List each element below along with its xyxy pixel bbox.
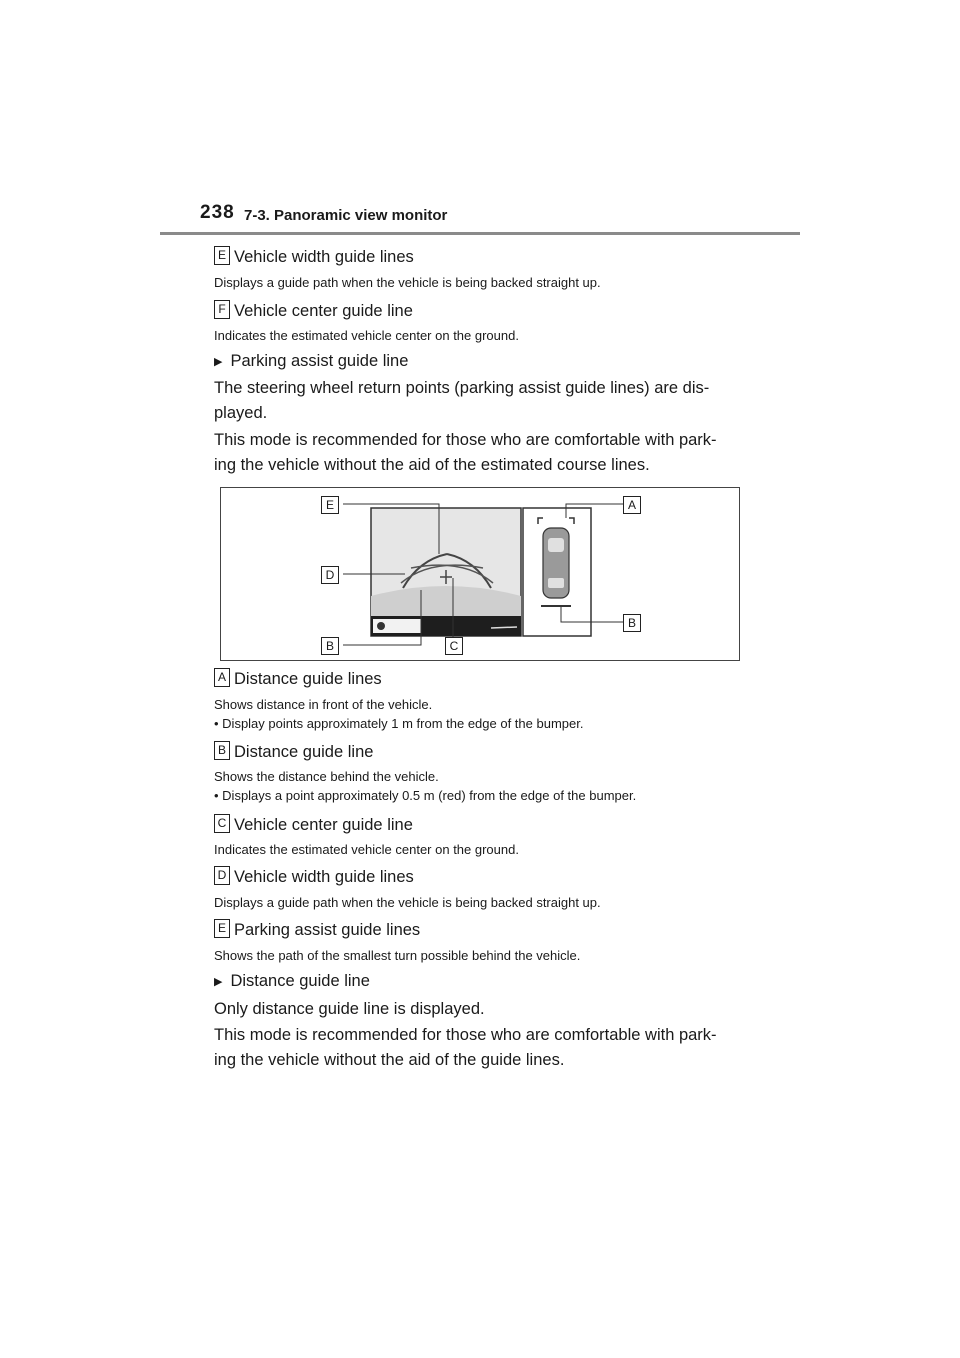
- triangle-bullet-icon: ▶: [214, 976, 223, 988]
- mode1-paragraph-2: [214, 428, 754, 478]
- tag-label: D: [214, 866, 230, 885]
- item-a-distance-lines: [214, 670, 382, 689]
- paragraph-line: played.: [214, 404, 268, 422]
- tag-label: F: [214, 300, 230, 319]
- item-title: Vehicle width guide lines: [234, 248, 414, 266]
- rear-window: [548, 578, 564, 588]
- item-description: Indicates the estimated vehicle center on the ground.: [214, 328, 519, 343]
- item-title: Vehicle center guide line: [234, 816, 413, 834]
- callout-d: D: [321, 566, 339, 584]
- mode-heading-parking-assist: [214, 352, 408, 371]
- header-divider: [160, 232, 800, 235]
- callout-e: E: [321, 496, 339, 514]
- item-b-distance-line: [214, 743, 373, 762]
- paragraph-line: Only distance guide line is displayed.: [214, 1000, 485, 1018]
- paragraph-line: This mode is recommended for those who are comfortable with park-: [214, 431, 717, 449]
- item-title: Parking assist guide lines: [234, 921, 421, 939]
- guide-lines-figure: [220, 487, 740, 661]
- tag-label: C: [214, 814, 230, 833]
- mode1-paragraph-1: [214, 376, 754, 426]
- tag-label: B: [214, 741, 230, 760]
- item-title: Distance guide line: [234, 743, 374, 761]
- triangle-bullet-icon: ▶: [214, 356, 223, 368]
- item-description: Displays a guide path when the vehicle is being backed straight up.: [214, 895, 601, 910]
- windshield: [548, 538, 564, 552]
- section-title: 7-3. Panoramic view monitor: [244, 207, 448, 224]
- callout-b-left: B: [321, 637, 339, 655]
- monitor-illustration: [221, 488, 741, 662]
- item-description: Shows distance in front of the vehicle.: [214, 697, 433, 712]
- tag-label: E: [214, 246, 230, 265]
- item-title: Distance guide lines: [234, 670, 382, 688]
- item-description: Indicates the estimated vehicle center on the ground.: [214, 842, 519, 857]
- paragraph-line: This mode is recommended for those who are comfortable with park-: [214, 1026, 717, 1044]
- bar-line: [491, 627, 517, 628]
- item-title: Vehicle center guide line: [234, 302, 413, 320]
- paragraph-line: ing the vehicle without the aid of the guide lines.: [214, 1051, 565, 1069]
- mode-heading-distance-guide: [214, 972, 370, 991]
- item-d-width-lines: [214, 868, 414, 887]
- item-e-vehicle-width: [214, 248, 414, 267]
- callout-c: C: [445, 637, 463, 655]
- paragraph-line: ing the vehicle without the aid of the estimated course lines.: [214, 456, 650, 474]
- callout-a: A: [623, 496, 641, 514]
- item-bullet: • Display points approximately 1 m from the edge of the bumper.: [214, 716, 584, 731]
- tag-label: E: [214, 919, 230, 938]
- mode2-paragraph-2: [214, 1023, 754, 1073]
- item-f-vehicle-center: [214, 302, 413, 321]
- mode2-paragraph-1: [214, 997, 754, 1022]
- item-description: Shows the distance behind the vehicle.: [214, 769, 439, 784]
- page-number: 238: [200, 202, 235, 223]
- paragraph-line: The steering wheel return points (parking assist guide lines) are dis-: [214, 379, 710, 397]
- item-title: Vehicle width guide lines: [234, 868, 414, 886]
- item-c-center-line: [214, 816, 413, 835]
- item-bullet: • Displays a point approximately 0.5 m (red) from the edge of the bumper.: [214, 788, 637, 803]
- heading-text: Distance guide line: [230, 972, 370, 990]
- callout-b-right: B: [623, 614, 641, 632]
- item-e-assist-lines: [214, 921, 420, 940]
- info-icon: [377, 622, 385, 630]
- item-description: Displays a guide path when the vehicle is being backed straight up.: [214, 275, 601, 290]
- tag-label: A: [214, 668, 230, 687]
- item-description: Shows the path of the smallest turn possible behind the vehicle.: [214, 948, 581, 963]
- heading-text: Parking assist guide line: [230, 352, 409, 370]
